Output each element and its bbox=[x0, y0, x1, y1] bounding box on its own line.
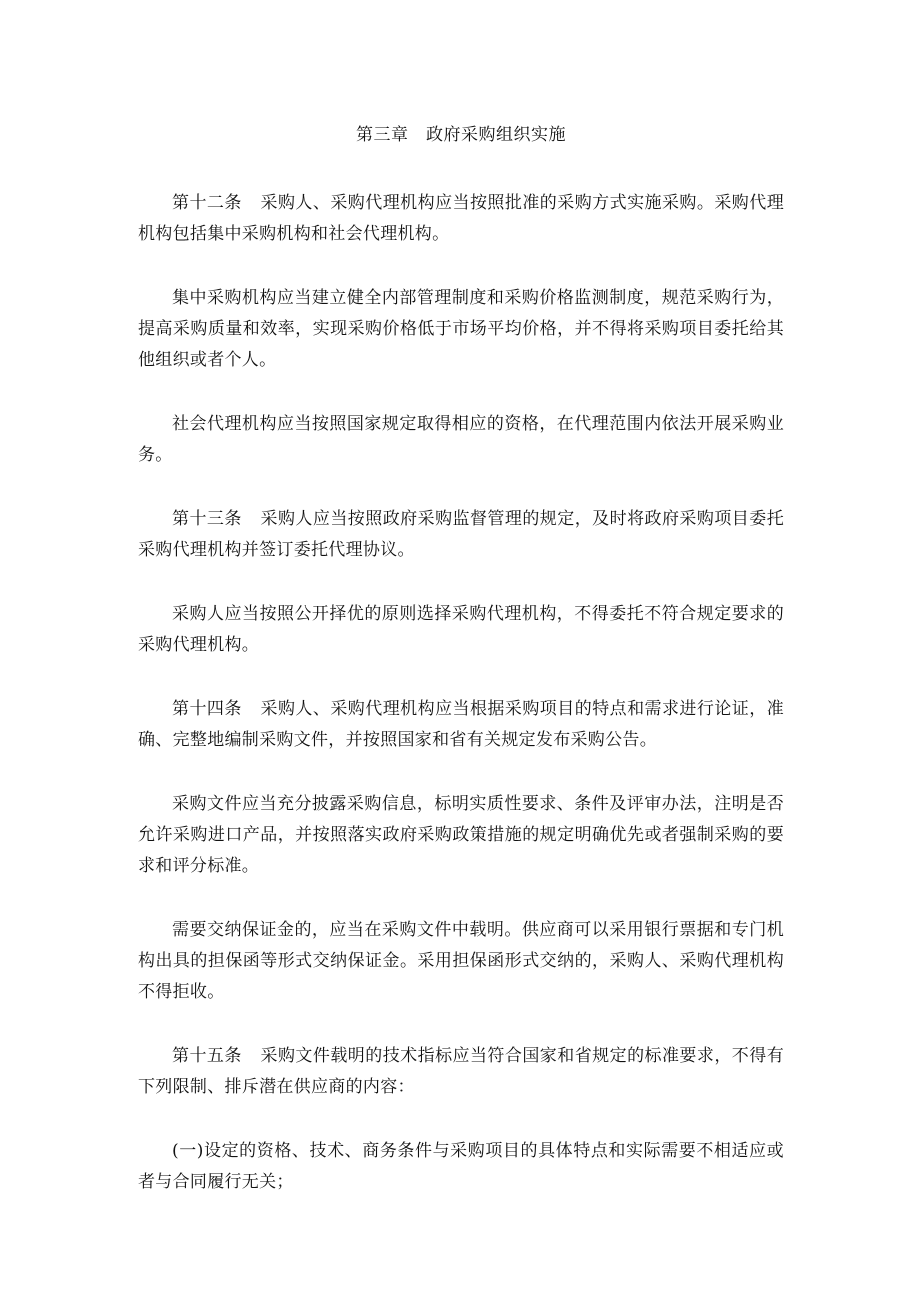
paragraph-article-15 bbox=[138, 1041, 784, 1103]
paragraph-text: 采购人、采购代理机构应当根据采购项目的特点和需求进行论证，准确、完整地编制采购文件，并按照国家和省有关规定发布采购公告。 bbox=[138, 699, 785, 750]
paragraph-text: 采购人应当按照政府采购监督管理的规定，及时将政府采购项目委托采购代理机构并签订委托代理协议。 bbox=[138, 509, 785, 560]
article-number: 第十二条 bbox=[172, 193, 242, 213]
article-number: 第十三条 bbox=[172, 509, 242, 529]
paragraph-text: 需要交纳保证金的，应当在采购文件中载明。供应商可以采用银行票据和专门机构出具的担保函等形式交纳保证金。采用担保函形式交纳的，采购人、采购代理机构不得拒收。 bbox=[138, 920, 784, 1002]
paragraph-article-14 bbox=[138, 694, 784, 756]
paragraph-article-12 bbox=[138, 188, 784, 250]
paragraph-text: 集中采购机构应当建立健全内部管理制度和采购价格监测制度，规范采购行为，提高采购质量和效率，实现采购价格低于市场平均价格，并不得将采购项目委托给其他组织或者个人。 bbox=[138, 288, 784, 370]
article-number: 第十四条 bbox=[172, 699, 242, 719]
paragraph bbox=[138, 915, 784, 1008]
paragraph-text: (一)设定的资格、技术、商务条件与采购项目的具体特点和实际需要不相适应或者与合同履行无关； bbox=[138, 1141, 784, 1192]
paragraph-text: 采购人、采购代理机构应当按照批准的采购方式实施采购。采购代理机构包括集中采购机构和社会代理机构。 bbox=[138, 193, 785, 244]
paragraph-list-item bbox=[138, 1136, 784, 1198]
document-body bbox=[138, 120, 784, 1231]
article-number: 第十五条 bbox=[172, 1046, 242, 1066]
paragraph bbox=[138, 789, 784, 882]
paragraph-text: 采购文件载明的技术指标应当符合国家和省规定的标准要求，不得有下列限制、排斥潜在供应商的内容： bbox=[138, 1046, 785, 1097]
paragraph-article-13 bbox=[138, 504, 784, 566]
paragraph bbox=[138, 283, 784, 376]
chapter-title: 第三章 政府采购组织实施 bbox=[356, 125, 566, 145]
paragraph bbox=[138, 409, 784, 471]
paragraph bbox=[138, 599, 784, 661]
paragraph-text: 社会代理机构应当按照国家规定取得相应的资格，在代理范围内依法开展采购业务。 bbox=[138, 414, 784, 465]
paragraph-text: 采购文件应当充分披露采购信息，标明实质性要求、条件及评审办法，注明是否允许采购进口产品，并按照落实政府采购政策措施的规定明确优先或者强制采购的要求和评分标准。 bbox=[138, 794, 784, 876]
paragraph-text: 采购人应当按照公开择优的原则选择采购代理机构，不得委托不符合规定要求的采购代理机构。 bbox=[138, 604, 784, 655]
